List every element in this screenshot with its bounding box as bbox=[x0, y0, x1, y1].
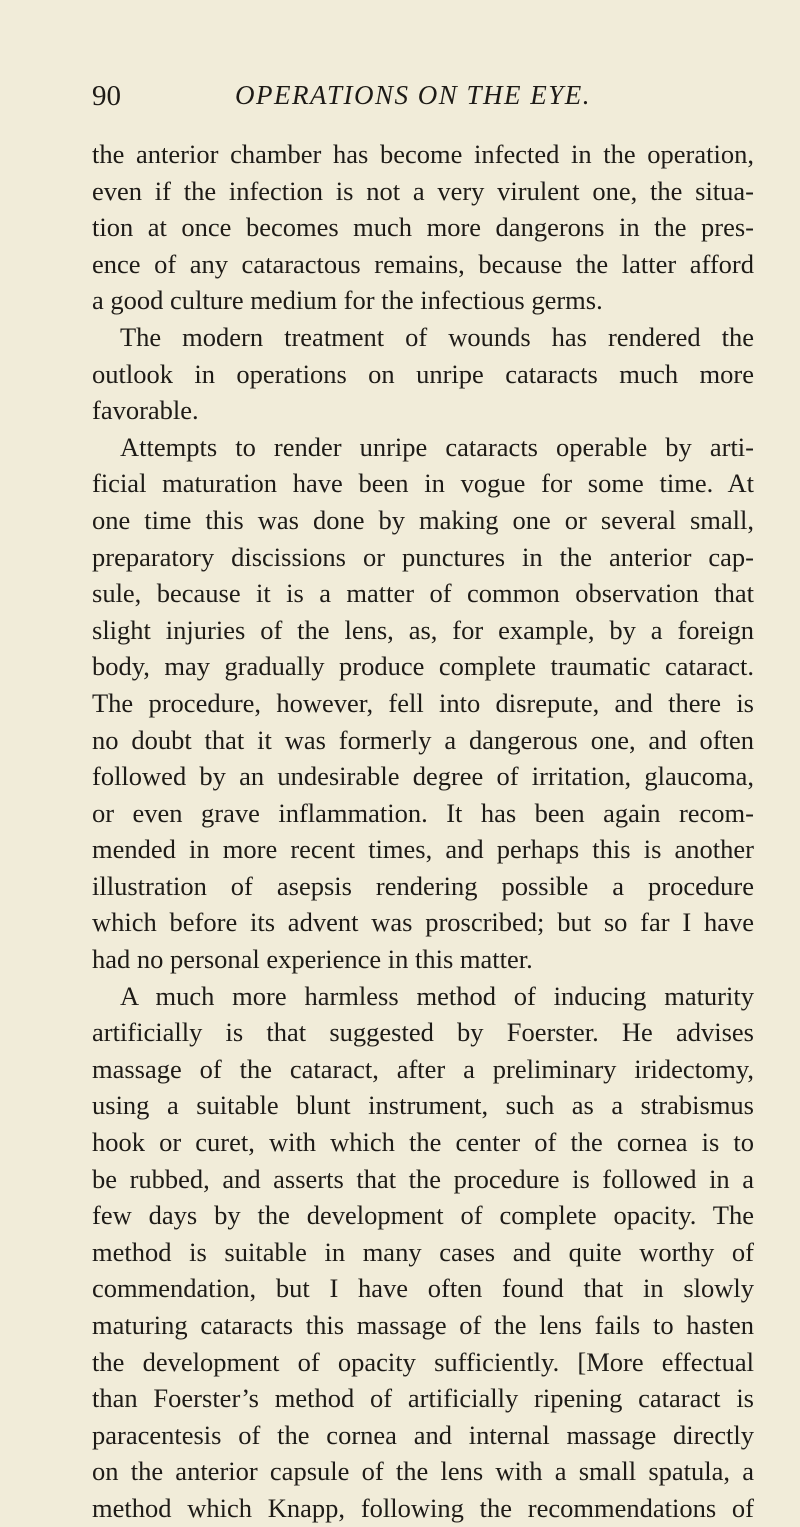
text-line: mended in more recent times, and perhaps this is another bbox=[92, 834, 754, 865]
text-line: the development of opacity sufficiently. [More effectual bbox=[92, 1346, 754, 1377]
text-line: illustration of asepsis rendering possible a procedure bbox=[92, 870, 754, 901]
text-line: the anterior chamber has become infected in the operation, bbox=[92, 139, 754, 169]
text-line: a good culture medium for the infectious germs. bbox=[92, 285, 603, 316]
text-line: sule, because it is a matter of common observation that bbox=[92, 578, 754, 609]
text-line: ence of any cataractous remains, because the latter afford bbox=[92, 248, 754, 279]
text-line: or even grave inflammation. It has been again recom- bbox=[92, 797, 754, 828]
body-text bbox=[92, 136, 754, 1527]
text-line: massage of the cataract, after a preliminary iridectomy, bbox=[92, 1053, 754, 1084]
text-line: on the anterior capsule of the lens with a small spatula, a bbox=[92, 1456, 754, 1487]
running-head: OPERATIONS ON THE EYE. bbox=[235, 80, 591, 110]
text-line: paracentesis of the cornea and internal massage directly bbox=[92, 1419, 754, 1450]
text-line: ficial maturation have been in vogue for some time. At bbox=[92, 468, 754, 499]
text-line: one time this was done by making one or several small, bbox=[92, 504, 754, 535]
text-line: slight injuries of the lens, as, for example, by a foreign bbox=[92, 614, 754, 645]
text-line: A much more harmless method of inducing maturity bbox=[120, 980, 754, 1011]
text-line: commendation, but I have often found that in slowly bbox=[92, 1273, 754, 1304]
text-line: maturing cataracts this massage of the lens fails to hasten bbox=[92, 1310, 754, 1340]
text-line: followed by an undesirable degree of irritation, glaucoma, bbox=[92, 761, 754, 792]
page-header bbox=[92, 80, 754, 120]
text-line: tion at once becomes much more dangerons in the pres- bbox=[92, 212, 754, 243]
text-line: hook or curet, with which the center of the cornea is to bbox=[92, 1127, 754, 1158]
text-line: method which Knapp, following the recommendations of bbox=[92, 1492, 754, 1523]
text-line: artificially is that suggested by Foerster. He advises bbox=[92, 1017, 754, 1048]
text-line: be rubbed, and asserts that the procedure is followed in a bbox=[92, 1163, 754, 1194]
text-line: than Foerster’s method of artificially ripening cataract is bbox=[92, 1383, 754, 1414]
text-line: even if the infection is not a very virulent one, the situa- bbox=[92, 175, 754, 206]
text-line: preparatory discissions or punctures in the anterior cap- bbox=[92, 541, 754, 572]
text-line: few days by the development of complete opacity. The bbox=[92, 1200, 754, 1231]
text-line: outlook in operations on unripe cataracts much more bbox=[92, 358, 754, 389]
text-line: The modern treatment of wounds has rendered the bbox=[120, 321, 754, 352]
text-line: The procedure, however, fell into disrepute, and there is bbox=[92, 687, 754, 718]
text-line: favorable. bbox=[92, 395, 199, 426]
text-line: which before its advent was proscribed; but so far I have bbox=[92, 907, 754, 938]
text-line: body, may gradually produce complete traumatic cataract. bbox=[92, 651, 754, 682]
page-number: 90 bbox=[92, 80, 121, 112]
text-line: had no personal experience in this matter. bbox=[92, 944, 533, 975]
text-line: Attempts to render unripe cataracts operable by arti- bbox=[120, 431, 754, 462]
text-line: using a suitable blunt instrument, such as a strabismus bbox=[92, 1090, 754, 1121]
text-line: method is suitable in many cases and quite worthy of bbox=[92, 1236, 754, 1267]
text-line: no doubt that it was formerly a dangerous one, and often bbox=[92, 724, 754, 755]
